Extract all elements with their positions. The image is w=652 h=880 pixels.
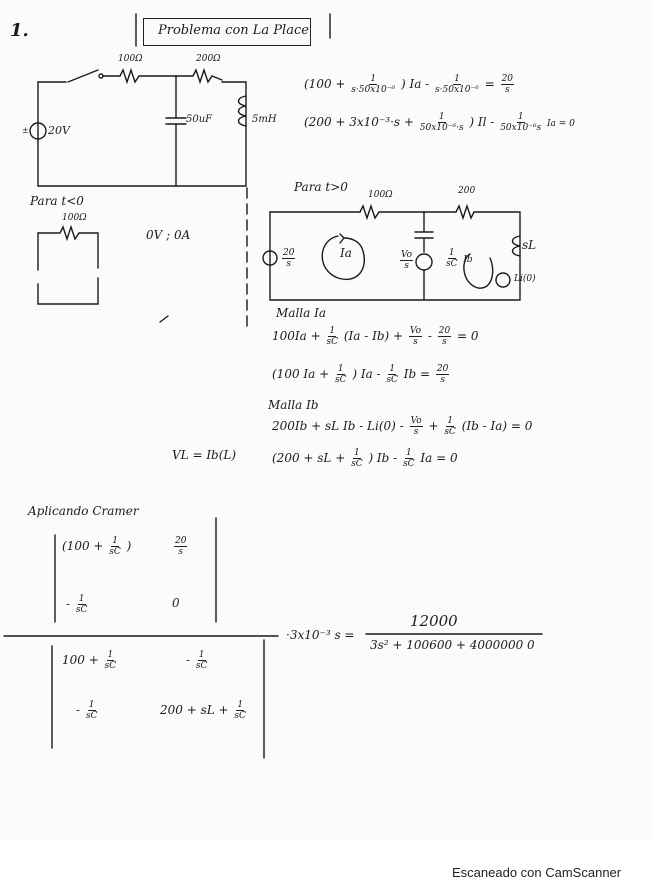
den-det-r1-c2: - $\frac{1}{sC}$: [186, 650, 208, 671]
capacitor-plates: [166, 118, 186, 124]
top-equation-1: (100 + $\frac{1}{\text{s·50x10⁻⁶}}$ ) Ia - $\frac{1}{\text{s·50x10⁻⁶}}$ = $\frac{20}{s}$: [304, 74, 514, 95]
malla-a-label: Malla Ia: [276, 306, 326, 320]
t-greater-label: Para t>0: [294, 180, 348, 194]
page-title: Problema con La Place: [158, 23, 309, 38]
problem-number: 1.: [10, 20, 29, 41]
vl-label: VL = Ib(L): [172, 448, 237, 462]
result-denominator: 3s² + 100600 + 4000000 0: [370, 638, 535, 652]
circuit-t-less: [38, 227, 98, 304]
num-det-r1-c2: $\frac{20}{s}$: [175, 536, 187, 557]
t-greater-r2: 200: [458, 186, 476, 196]
t-less-values: 0V ; 0A: [146, 228, 191, 242]
cramer-multiplier: ·3x10⁻³ s =: [286, 628, 355, 642]
mesh-a-label: Ia: [340, 246, 352, 260]
top-equation-2: (200 + 3x10⁻³·s + $\frac{1}{\text{50x10⁻⁶·s}}$ ) Il - $\frac{1}{\text{50x10⁻⁶s}}$ Ia = 0: [304, 112, 575, 133]
t-greater-r1: 100Ω: [368, 190, 393, 200]
circuit1-r1: 100Ω: [118, 54, 143, 64]
malla-b-label: Malla Ib: [268, 398, 319, 412]
cramer-label: Aplicando Cramer: [28, 504, 139, 518]
t-less-label: Para t<0: [30, 194, 84, 208]
t-greater-source: $\frac{20}{s}$: [283, 248, 295, 269]
result-numerator: 12000: [410, 612, 458, 630]
t-less-resistor: 100Ω: [62, 213, 87, 223]
num-det-r1-c1: (100 + $\frac{1}{sC}$ ): [62, 536, 132, 557]
den-det-r1-c1: 100 + $\frac{1}{sC}$: [62, 650, 117, 671]
t-greater-cap: $\frac{1}{sC}$ Ib: [446, 248, 473, 269]
circuit-t-greater: [263, 206, 520, 300]
mesh-a-equation-1: 100Ia + $\frac{1}{sC}$ (Ia - Ib) + $\frac{Vo}{s}$ - $\frac{20}{s}$ = 0: [272, 326, 479, 347]
t-greater-inductor: sL: [522, 238, 537, 252]
den-det-r2-c2: 200 + sL + $\frac{1}{sC}$: [160, 700, 246, 721]
mesh-a-equation-2: (100 Ia + $\frac{1}{sC}$ ) Ia - $\frac{1}{sC}$ Ib = $\frac{20}{s}$: [272, 364, 449, 385]
circuit1-inductor: 5mH: [252, 114, 277, 125]
t-greater-il0: Li(0): [514, 274, 536, 284]
num-det-r2-c1: - $\frac{1}{sC}$: [66, 594, 88, 615]
inductor-coil: [239, 96, 247, 126]
switch: [68, 70, 98, 82]
mesh-b-equation-1: 200Ib + sL Ib - Li(0) - $\frac{Vo}{s}$ + $\frac{1}{sC}$ (Ib - Ia) = 0: [272, 416, 533, 437]
circuit1-source: 20V: [48, 124, 70, 137]
den-det-r2-c1: - $\frac{1}{sC}$: [76, 700, 98, 721]
t-greater-vo: $\frac{Vo}{s}$: [401, 250, 413, 271]
stray-mark: [160, 316, 168, 322]
circuit1-capacitor: 50uF: [186, 114, 213, 125]
scanner-watermark: Escaneado con CamScanner: [452, 865, 622, 880]
circuit1-r2: 200Ω: [196, 54, 221, 64]
source-sign: ±: [22, 126, 29, 135]
num-det-r2-c2: 0: [172, 596, 180, 610]
mesh-b-equation-2: (200 + sL + $\frac{1}{sC}$ ) Ib - $\frac{1}{sC}$ Ia = 0: [272, 448, 458, 469]
